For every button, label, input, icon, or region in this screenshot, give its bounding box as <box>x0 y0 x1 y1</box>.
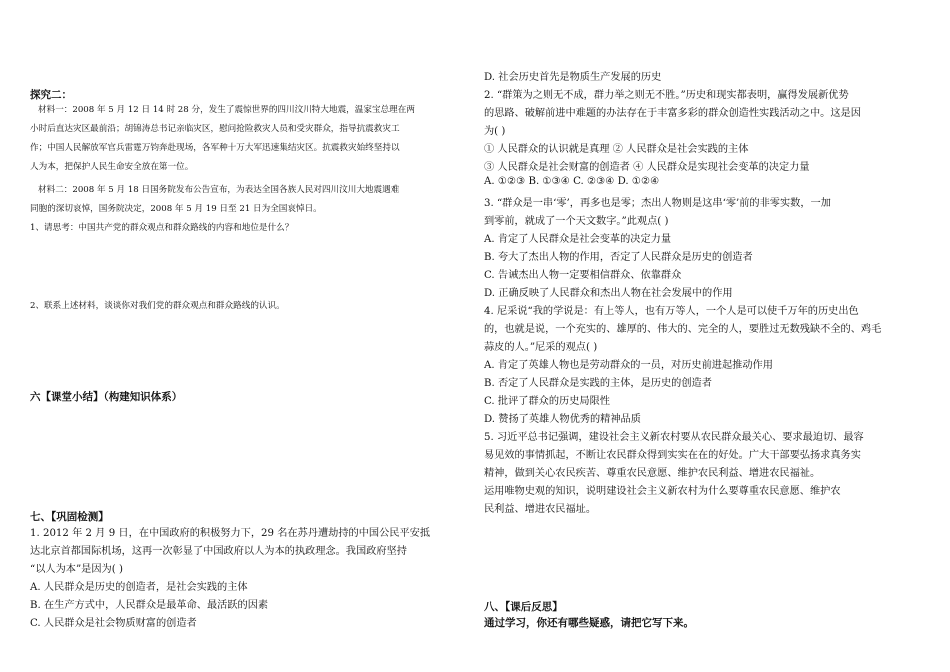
q1-option-b: B. 在生产方式中，人民群众是最革命、最活跃的因素 <box>30 600 269 611</box>
right-line: ① 人民群众的认识就是真理 ② 人民群众是社会实践的主体 <box>484 144 749 155</box>
q1-line: “以人为本”是因为( ) <box>30 564 123 575</box>
material-one-line: 材料一：2008 年 5 月 12 日 14 时 28 分，发生了震惊世界的四川汶川特大地震，温家宝总理在两 <box>38 105 415 115</box>
right-line: 精神，做到关心农民疾苦、尊重农民意愿、维护农民利益、增进农民福祉。 <box>484 468 821 479</box>
material-two-line: 材料二：2008 年 5 月 18 日国务院发布公告宣布，为表达全国各族人民对四川汶川大地震遇难 <box>38 185 400 195</box>
q1-option-a: A. 人民群众是历史的创造者，是社会实践的主体 <box>30 582 248 593</box>
right-line: C. 告诫杰出人物一定要相信群众、依靠群众 <box>484 270 682 281</box>
right-line: 的，也就是说，一个充实的、雄厚的、伟大的、完全的人，要胜过无数残缺不全的、鸡毛 <box>484 324 882 335</box>
right-line: 易见效的事情抓起，不断让农民群众得到实实在在的好处。广大干部要弘扬求真务实 <box>484 450 861 461</box>
section-six-heading: 六【课堂小结】（构建知识体系） <box>30 391 183 403</box>
right-line: B. 否定了人民群众是实践的主体，是历史的创造者 <box>484 378 712 389</box>
right-line: C. 批评了群众的历史局限性 <box>484 396 610 407</box>
q1-option-c: C. 人民群众是社会物质财富的创造者 <box>30 618 197 629</box>
right-line: 到零前，就成了一个天文数字。”此观点( ) <box>484 216 669 227</box>
material-one-line: 作；中国人民解放军官兵雷霆万钧奔赴现场，各军种十万大军迅速集结灾区。抗震救灾始终坚持以 <box>30 143 400 153</box>
q1-line: 达北京首都国际机场，这再一次彰显了中国政府以人为本的执政理念。我国政府坚持 <box>30 546 407 557</box>
right-line: 运用唯物史观的知识，说明建设社会主义新农村为什么要尊重农民意愿、维护农 <box>484 486 841 497</box>
right-line: 2. “群策为之则无不成，群力举之则无不胜。”历史和现实都表明，赢得发展新优势 <box>484 90 849 101</box>
right-line: 民利益、增进农民福址。 <box>484 504 597 515</box>
right-line: 3. “群众是一串‘零’，再多也是零；杰出人物则是这串‘零’前的非零实数，一加 <box>484 198 831 209</box>
reflection-prompt: 通过学习，你还有哪些疑惑，请把它写下来。 <box>484 617 694 629</box>
right-line: ③ 人民群众是社会财富的创造者 ④ 人民群众是实现社会变革的决定力量 <box>484 162 810 173</box>
question-two: 2、联系上述材料，谈谈你对我们党的群众观点和群众路线的认识。 <box>30 301 285 311</box>
right-line: D. 赞扬了英雄人物优秀的精神品质 <box>484 414 641 425</box>
question-one: 1、请思考：中国共产党的群众观点和群众路线的内容和地位是什么？ <box>30 223 294 233</box>
right-line: 的思路、破解前进中难题的办法存在于丰富多彩的群众创造性实践活动之中。这是因 <box>484 108 861 119</box>
right-line: D. 正确反映了人民群众和杰出人物在社会发展中的作用 <box>484 288 733 299</box>
right-line: 4. 尼采说“我的学说是：有上等人，也有万等人，一个人是可以使千万年的历史出色 <box>484 306 859 317</box>
q1-line: 1. 2012 年 2 月 9 日，在中国政府的积极努力下，29 名在苏丹遭劫持的中国公民平安抵 <box>30 528 431 539</box>
section-seven-heading: 七、【巩固检测】 <box>30 511 109 523</box>
tanjiu-title: 探究二： <box>30 89 72 101</box>
right-line: A. ①②③ B. ①③④ C. ②③④ D. ①②④ <box>484 176 660 187</box>
right-line: A. 肯定了英雄人物也是劳动群众的一员，对历史前进起推动作用 <box>484 360 773 371</box>
right-line: A. 肯定了人民群众是社会变革的决定力量 <box>484 234 672 245</box>
section-eight-heading: 八、【课后反思】 <box>484 601 563 613</box>
right-line: 蒜皮的人。”尼采的观点( ) <box>484 342 598 353</box>
right-line: 为( ) <box>484 126 506 137</box>
right-line: 5. 习近平总书记强调，建设社会主义新农村要从农民群众最关心、要求最迫切、最容 <box>484 432 864 443</box>
material-one-line: 人为本，把保护人民生命安全放在第一位。 <box>30 162 194 172</box>
right-line: D. 社会历史首先是物质生产发展的历史 <box>484 72 662 83</box>
right-line: B. 夸大了杰出人物的作用，否定了人民群众是历史的创造者 <box>484 252 753 263</box>
material-two-line: 同胞的深切哀悼，国务院决定，2008 年 5 月 19 日至 21 日为全国哀悼日。 <box>30 204 322 214</box>
material-one-line: 小时后直达灾区最前沿；胡锦涛总书记亲临灾区，慰问抢险救灾人员和受灾群众，指导抗震救灾工 <box>30 124 400 134</box>
